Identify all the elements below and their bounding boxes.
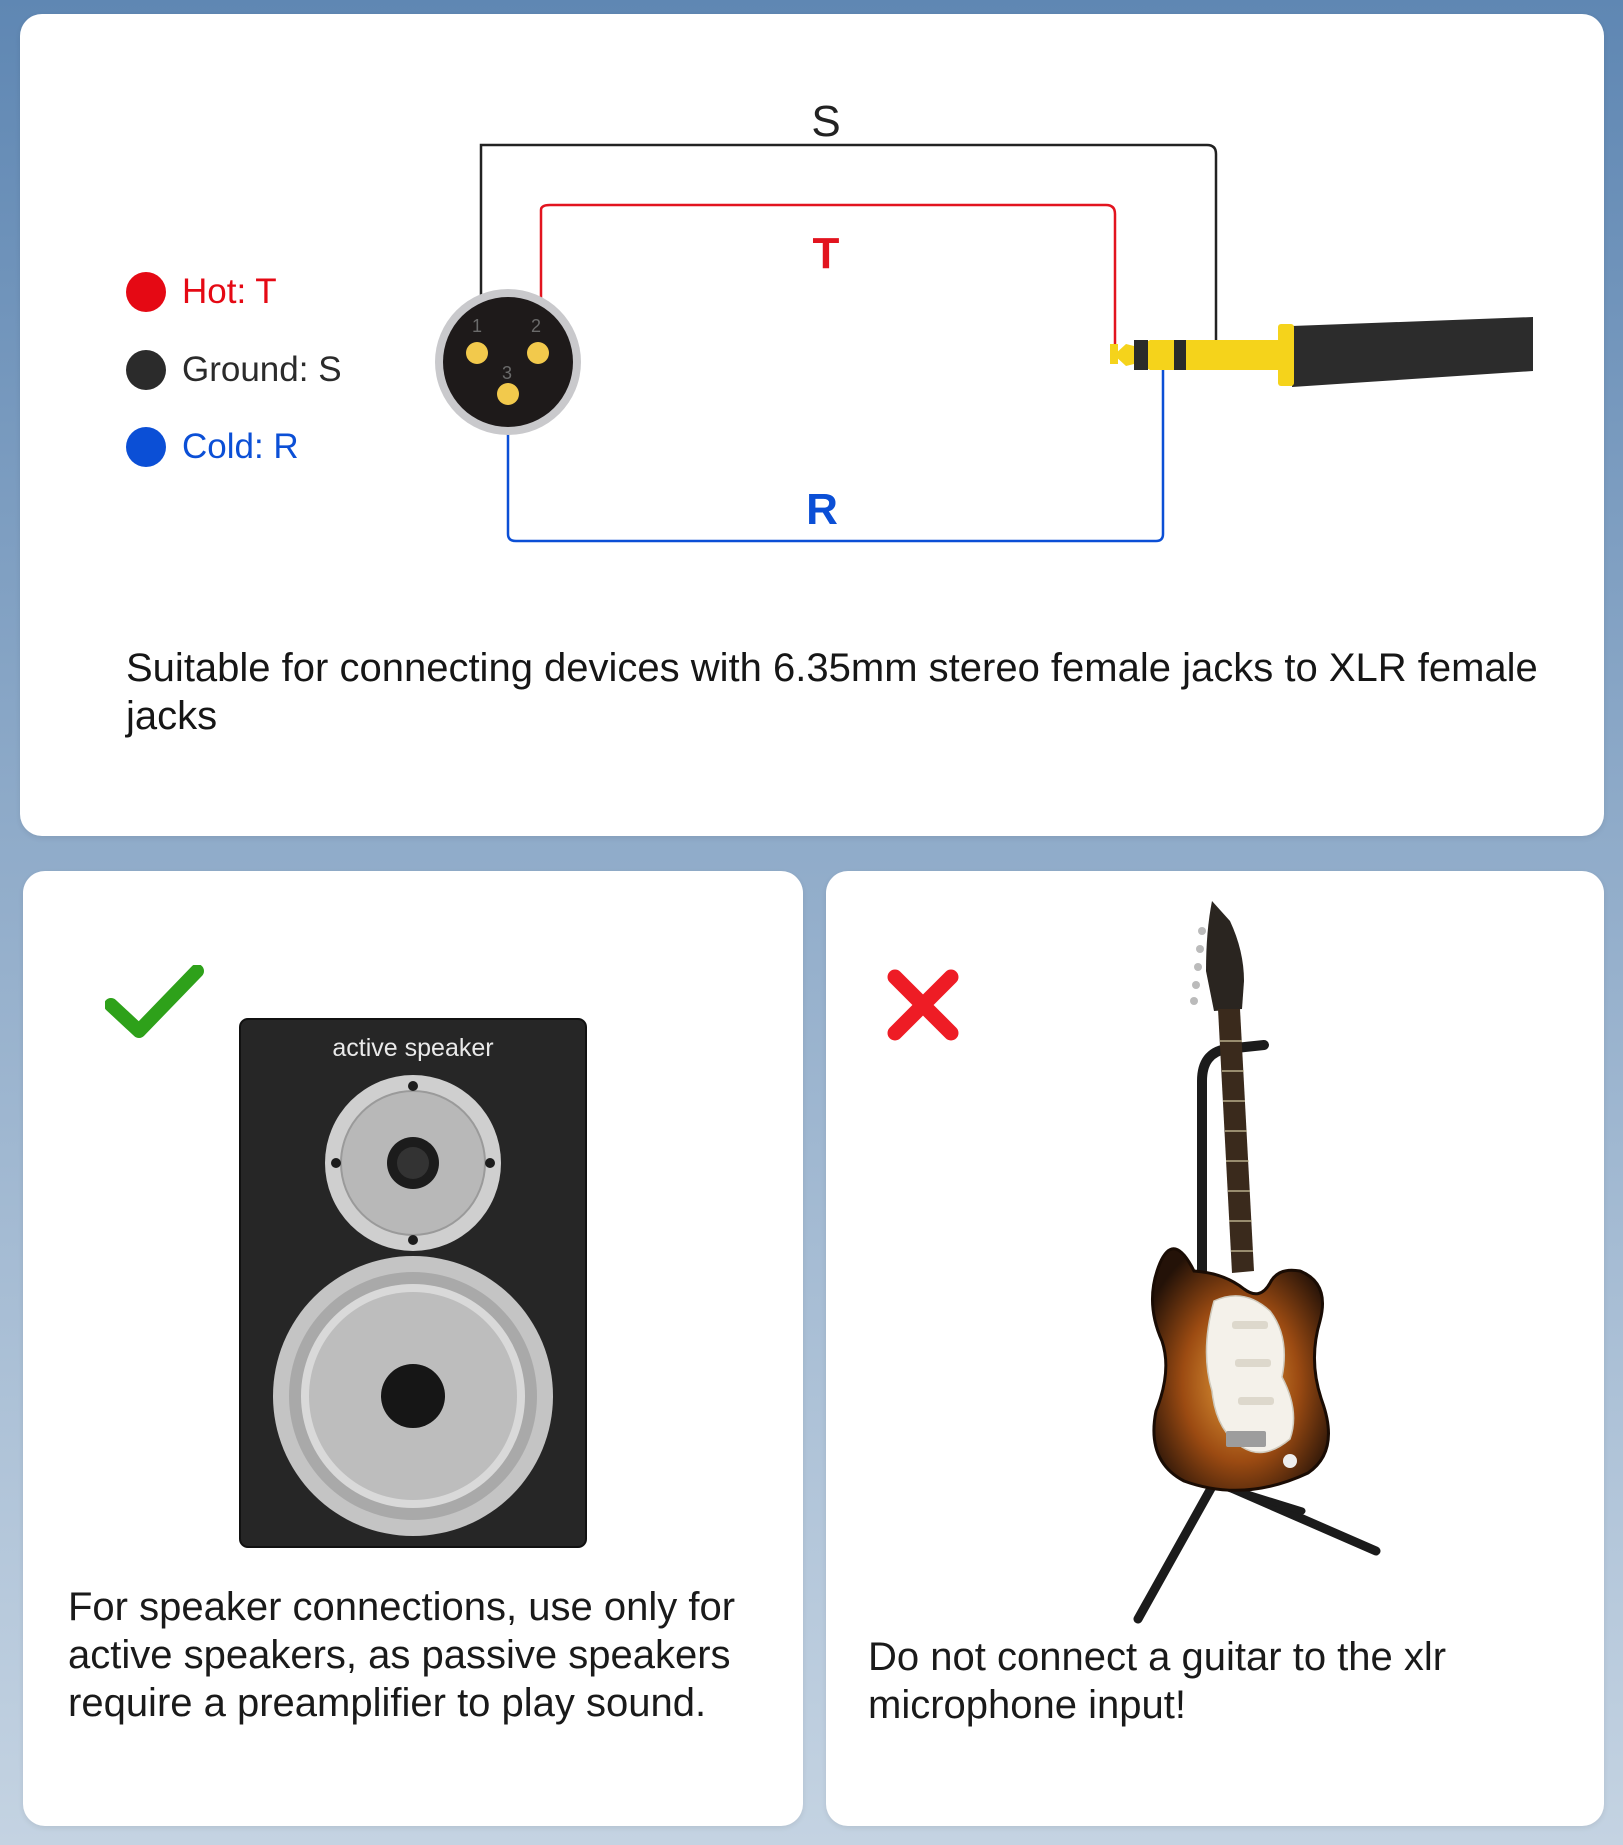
speaker-note: For speaker connections, use only for active speakers, as passive speakers require a preamplifier to play sound. (68, 1585, 736, 1725)
wiring-diagram-card (20, 14, 1604, 836)
wire-label-r: R (806, 485, 838, 534)
speaker-illustration (239, 1018, 587, 1548)
pin-number-2: 2 (531, 316, 542, 336)
sleeve-wire (481, 145, 1216, 354)
diagram-caption: Suitable for connecting devices with 6.35mm stereo female jacks to XLR female jacks (126, 646, 1538, 738)
wiring-svg (20, 14, 1604, 614)
legend-cold-label: Cold: R (182, 427, 299, 466)
xlr-connector-icon (435, 289, 581, 435)
active-speaker-card (23, 871, 803, 1826)
legend-hot-label: Hot: T (182, 272, 277, 311)
wire-label-t: T (812, 229, 840, 278)
speaker-label: active speaker (332, 1034, 494, 1062)
pin-number-3: 3 (502, 363, 513, 383)
pin-number-1: 1 (472, 316, 483, 336)
guitar-warning-text: Do not connect a guitar to the xlr microphone input! (868, 1635, 1447, 1727)
trs-plug-icon (1110, 317, 1533, 387)
guitar-warning-card (826, 871, 1604, 1826)
guitar-on-stand-illustration (1094, 891, 1434, 1631)
tip-wire (541, 205, 1115, 354)
legend-ground-label: Ground: S (182, 350, 342, 389)
checkmark-icon (105, 965, 205, 1045)
wire-label-s: S (811, 97, 841, 146)
cross-icon (885, 967, 961, 1043)
